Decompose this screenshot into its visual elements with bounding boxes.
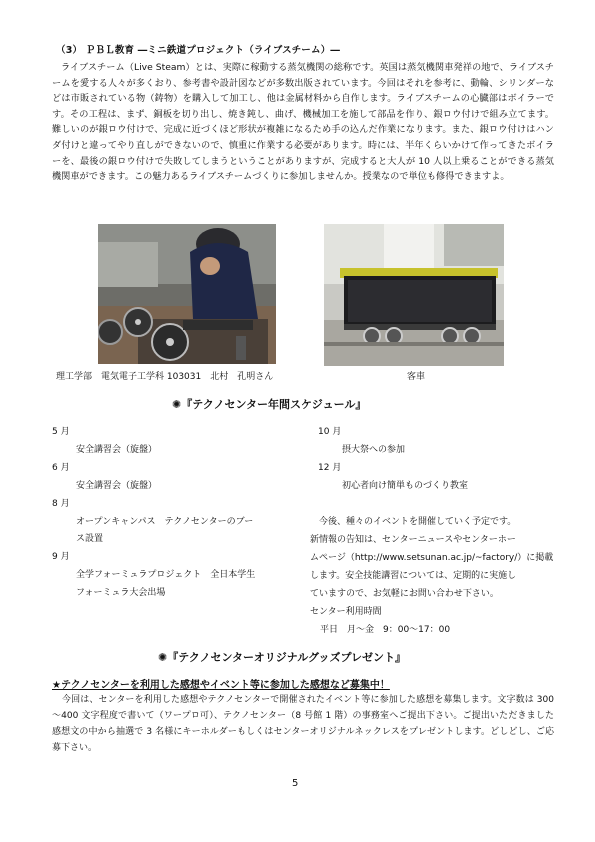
schedule-month-august: 8 月 [52, 499, 70, 509]
passenger-car-photo [324, 224, 504, 366]
schedule-item-september-line2: フォーミュラ大会出場 [76, 588, 166, 598]
present-banner: ★テクノセンターを利用した感想やイベント等に参加した感想など募集中！ [52, 680, 390, 691]
schedule-month-may: 5 月 [52, 427, 70, 437]
schedule-item-may: 安全講習会（旋盤） [76, 445, 158, 455]
section-body [52, 60, 554, 185]
schedule-month-september: 9 月 [52, 552, 70, 562]
schedule-month-june: 6 月 [52, 463, 70, 473]
schedule-item-august-line1: オープンキャンパス テクノセンターのブー [76, 517, 254, 527]
schedule-item-september-line1: 全学フォーミュラプロジェクト 全日本学生 [76, 570, 256, 580]
present-body: 今回は、センターを利用した感想やテクノセンターで開催されたイベント等に参加した感想を募集します。文字数は 300～400 文字程度で書いて（ワープロ可）、テクノセンター（8 号館 1 階）の事務室へご提出下さい。ご提出いただきました感想文の中から抽選で 3 名様にキーホルダーもしくはセンターオリジナルネックレスをプレゼントします。どしどし、ご応募下さい。 [52, 695, 554, 753]
passenger-car-caption: 客車 [407, 372, 426, 382]
section-title: （3） ＰＢＬ教育 ―ミニ鉄道プロジェクト（ライブスチーム）― [56, 45, 341, 56]
workshop-photo-caption: 理工学部 電気電子工学科 103031 北村 孔明さん [56, 372, 274, 382]
schedule-month-december: 12 月 [318, 463, 342, 473]
schedule-item-december: 初心者向け簡単ものづくり教室 [342, 481, 469, 491]
schedule-item-june: 安全講習会（旋盤） [76, 481, 158, 491]
notice-line-3: ムページ（http://www.setsunan.ac.jp/~factory/）に掲載 [310, 553, 554, 563]
workshop-photo [98, 224, 276, 364]
notice-line-1: 今後、種々のイベントを開催していく予定です。 [310, 517, 517, 527]
present-heading: ✺『テクノセンターオリジナルグッズプレゼント』 [158, 651, 407, 664]
page-number: 5 [292, 778, 299, 789]
hours-label: センター利用時間 [310, 607, 382, 617]
workshop-illustration [98, 224, 276, 364]
notice-line-4: します。安全技能講習については、定期的に実施し [310, 571, 517, 581]
schedule-month-october: 10 月 [318, 427, 342, 437]
notice-line-5: ていますので、お気軽にお問い合わせ下さい。 [310, 589, 499, 599]
schedule-heading: ✺『テクノセンター年間スケジュール』 [172, 398, 367, 411]
notice-line-2: 新情報の告知は、センターニュースやセンターホー [310, 535, 516, 545]
body-paragraph: ライブスチーム（Live Steam）とは、実際に稼動する蒸気機関の総称です。英国は蒸気機関車発祥の地で、ライブスチームを愛する人々が多くおり、参考書や設計図などが多数出版されています。今回はそれを参考に、動輪、シリンダーなどは市販されている物（鋳物）を購入して加工し、他は金属材料から自作します。ライブスチームの心臓部はボイラーです。その工程は、まず、銅板を切り出し、焼き鈍し、曲げ、機械加工を施して部品を作り、銀ロウ付けで組み立てます。難しいのが銀ロウ付けで、完成に近づくほど形状が複雑になるため手の込んだ作業になります。また、銀ロウ付けはハンダ付けと違ってやり直しができないので、慎重に作業する必要があります。時には、半年くらいかけて作ってきたボイラーを、最後の銀ロウ付けで失敗してしまうということがありますが、完成すると大人が 10 人以上乗ることができる蒸気機関車ができます。この魅力あるライブスチームづくりに参加しませんか。授業なので単位も修得できますよ。 [52, 62, 554, 183]
hours-value: 平日 月～金 9：00～17：00 [320, 625, 451, 635]
schedule-item-october: 摂大祭への参加 [342, 445, 406, 455]
schedule-item-august-line2: ス設置 [76, 534, 104, 544]
passenger-car-illustration [324, 224, 504, 366]
